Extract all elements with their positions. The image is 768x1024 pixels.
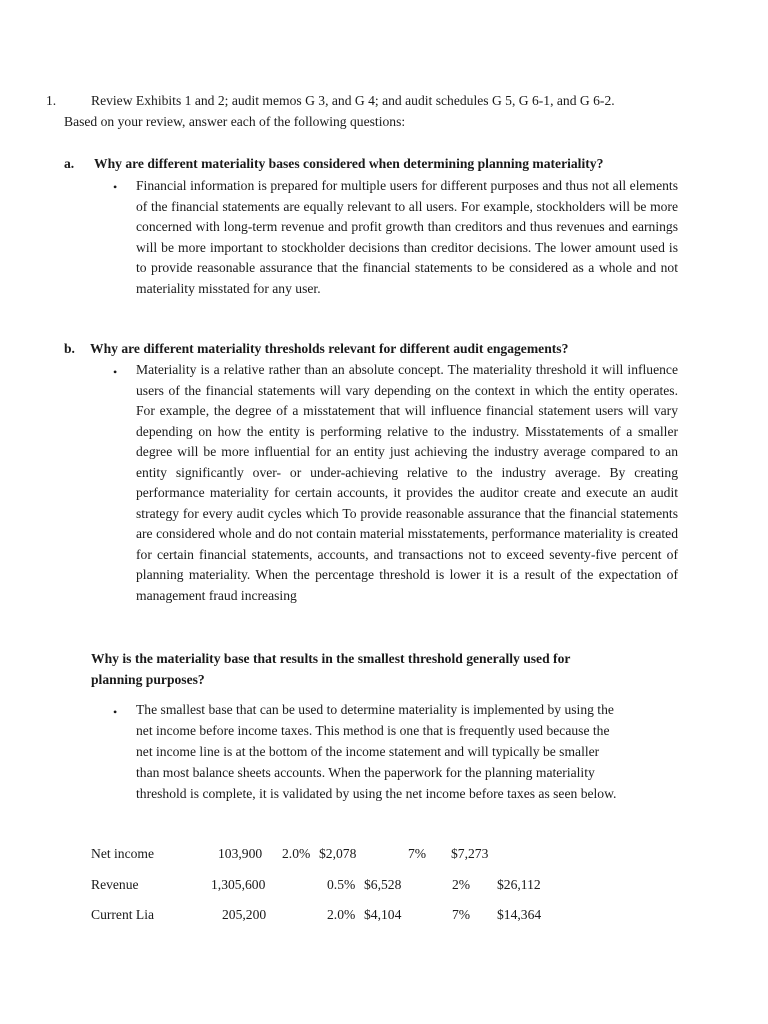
bullet-marker: •: [113, 705, 118, 719]
row-amount: 1,305,600: [211, 877, 266, 892]
section-a-heading: Why are different materiality bases considered when determining planning materiality?: [94, 156, 604, 171]
section-c-answer-line: net income line is at the bottom of the income statement and will typically be smaller: [136, 744, 600, 759]
row-val1: $2,078: [319, 846, 357, 861]
bullet-marker: •: [113, 365, 118, 379]
row-amount: 205,200: [222, 907, 267, 922]
row-val2: $14,364: [497, 907, 542, 922]
section-b-answer: Materiality is a relative rather than an absolute concept. The materiality threshold it will influence users of the financial statements will vary depending on the context in which the entity operates. For example, the degree of a misstatement that will influence financial statement users will vary depending on how the entity is performing relative to the industry. Misstatements of a smaller degree will be more influential for an entity just achieving the industry average compared to an entity significantly over- or under-achieving relative to the industry average. By creating performance materiality for certain accounts, it provides the auditor create and execute an audit strategy for every audit cycles which To provide reasonable assurance that the financial statements are considered whole and do not contain material misstatements, performance materiality is created for certain financial statements, accounts, and transactions not to exceed seventy-five percent of planning materiality. When the percentage threshold is lower it is a result of the expectation of management fraud increasing: [136, 362, 678, 603]
row-pct1: 2.0%: [327, 907, 356, 922]
row-val2: $26,112: [497, 877, 541, 892]
section-c-answer-line: The smallest base that can be used to determine materiality is implemented by using the: [136, 702, 614, 717]
row-name: Net income: [91, 846, 155, 861]
section-a-label: a.: [64, 156, 75, 171]
question-text-line1: Review Exhibits 1 and 2; audit memos G 3, and G 4; and audit schedules G 5, G 6-1, and G 6-2.: [91, 93, 615, 108]
section-b-label: b.: [64, 341, 75, 356]
section-b-heading: Why are different materiality thresholds relevant for different audit engagements?: [90, 341, 569, 356]
row-pct1: 0.5%: [327, 877, 356, 892]
question-number: 1.: [46, 93, 57, 108]
row-val1: $6,528: [364, 877, 402, 892]
row-val2: $7,273: [451, 846, 489, 861]
bullet-marker: •: [113, 180, 118, 194]
row-name: Current Lia: [91, 907, 155, 922]
row-name: Revenue: [91, 877, 139, 892]
row-amount: 103,900: [218, 846, 263, 861]
row-pct2: 7%: [452, 907, 471, 922]
section-c-heading-line1: Why is the materiality base that results in the smallest threshold generally used for: [91, 651, 571, 666]
section-c-heading-line2: planning purposes?: [91, 672, 205, 687]
section-c-answer-line: than most balance sheets accounts. When the paperwork for the planning materiality: [136, 765, 595, 780]
section-c-answer-line: net income before income taxes. This method is one that is frequently used because the: [136, 723, 610, 738]
row-pct1: 2.0%: [282, 846, 311, 861]
section-c-answer-line: threshold is complete, it is validated by using the net income before taxes as seen below.: [136, 786, 617, 801]
row-pct2: 7%: [408, 846, 427, 861]
section-a-answer: Financial information is prepared for multiple users for different purposes and thus not all elements of the financial statements are equally relevant to all users. For example, stockholders will be more concerned with long-term revenue and profit growth than creditors and thus revenues and earnings will be more important to stockholder decisions than creditor decisions. The lower amount used is to provide reasonable assurance that the financial statements to be considered as a whole and not materiality misstated for any user.: [136, 178, 678, 296]
row-val1: $4,104: [364, 907, 402, 922]
row-pct2: 2%: [452, 877, 471, 892]
question-text-line2: Based on your review, answer each of the following questions:: [64, 114, 406, 129]
